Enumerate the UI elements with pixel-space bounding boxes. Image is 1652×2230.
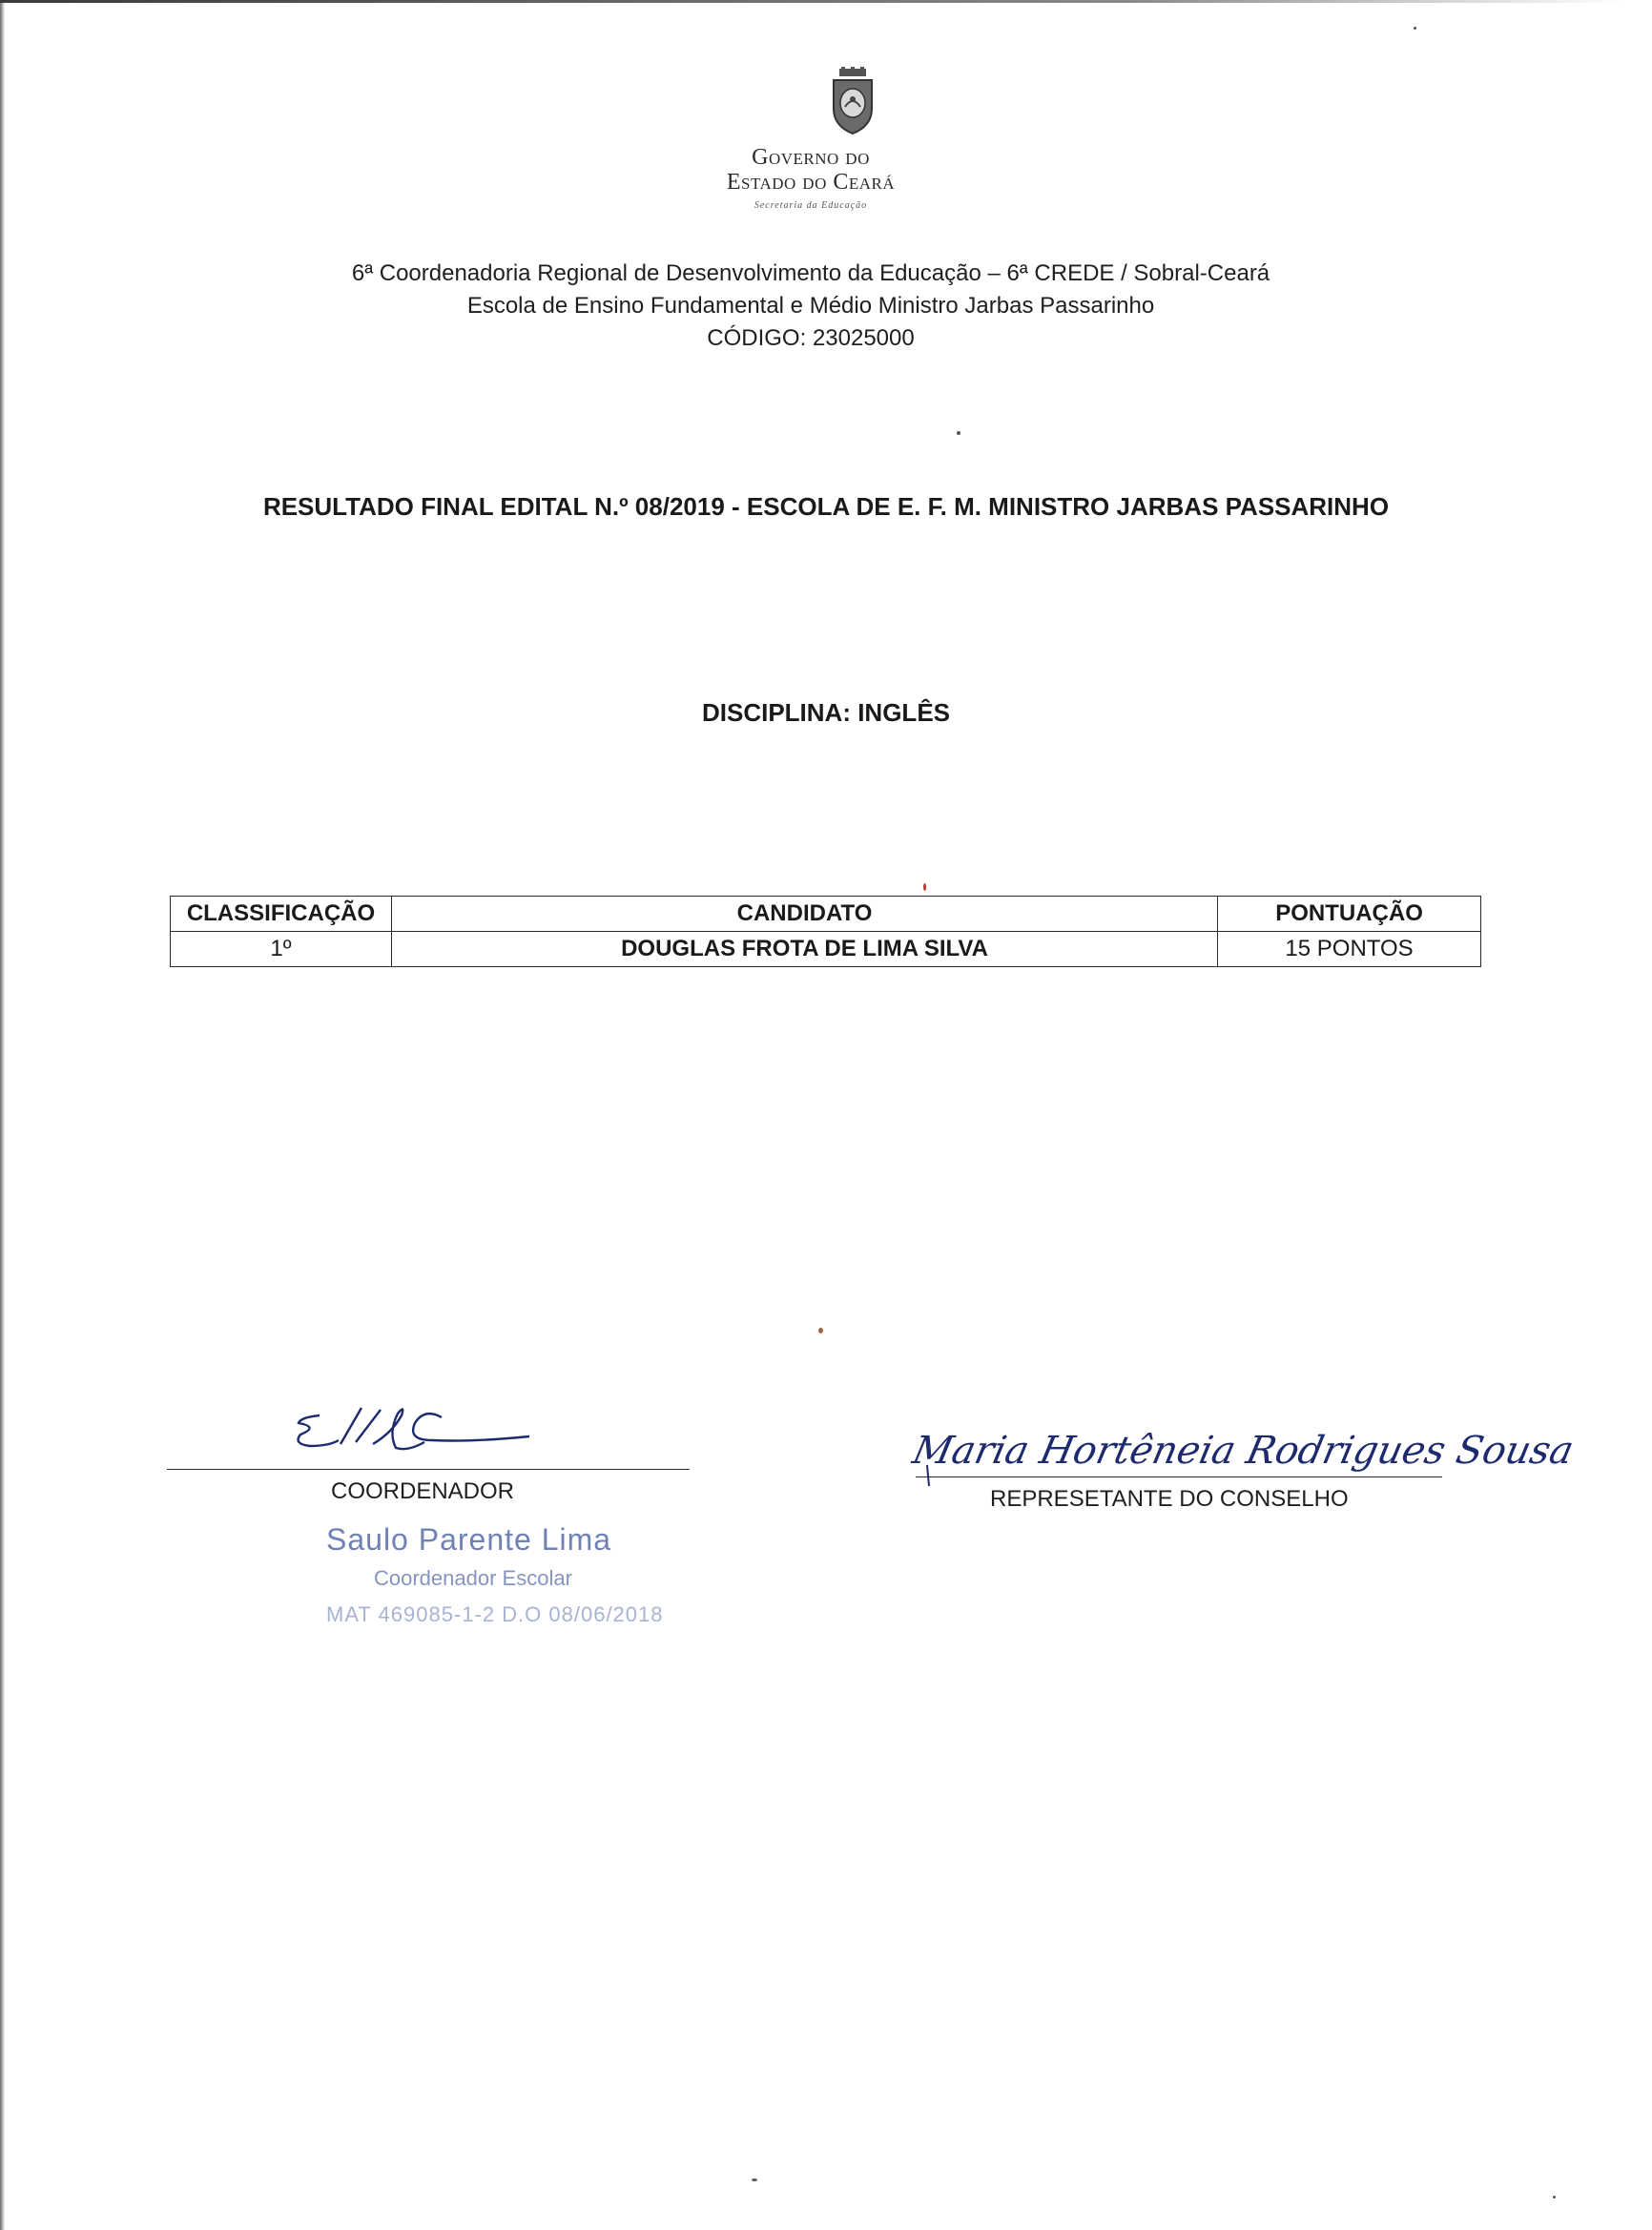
coat-of-arms-emblem bbox=[826, 67, 879, 135]
regional-coordination: 6ª Coordenadoria Regional de Desenvolvimento da Educação – 6ª CREDE / Sobral-Ceará bbox=[351, 260, 1270, 286]
table-row bbox=[171, 932, 1481, 967]
stamp-registration: MAT 469085-1-2 D.O 08/06/2018 bbox=[326, 1602, 664, 1626]
school-name: Escola de Ensino Fundamental e Médio Ministro Jarbas Passarinho bbox=[466, 293, 1155, 319]
council-representative-signature bbox=[908, 1414, 1579, 1490]
column-header-candidate: CANDIDATO bbox=[391, 897, 1217, 932]
scan-top-edge bbox=[0, 0, 1621, 3]
scan-speck bbox=[923, 883, 926, 891]
discipline-heading: DISCIPLINA: INGLÊS bbox=[701, 698, 950, 727]
results-table bbox=[170, 896, 1481, 967]
council-signature-line bbox=[916, 1476, 1442, 1477]
government-name-line2: Estado do Ceará bbox=[726, 170, 896, 195]
classification-cell: 1º bbox=[171, 932, 392, 967]
council-representative-signature-text: Maria Hortêneia Rodrigues Sousa bbox=[908, 1427, 1579, 1473]
results-header-row bbox=[171, 897, 1481, 932]
stamp-role: Coordenador Escolar bbox=[374, 1566, 572, 1590]
scan-speck bbox=[957, 431, 960, 435]
scan-speck bbox=[1553, 2196, 1556, 2199]
council-representative-label: REPRESETANTE DO CONSELHO bbox=[990, 1486, 1349, 1512]
government-name-line1: Governo do bbox=[752, 145, 870, 170]
column-header-score: PONTUAÇÃO bbox=[1218, 897, 1481, 932]
stamp-name: Saulo Parente Lima bbox=[326, 1522, 612, 1557]
candidate-cell: DOUGLAS FROTA DE LIMA SILVA bbox=[391, 932, 1217, 967]
document-title: RESULTADO FINAL EDITAL N.º 08/2019 - ESCOLA DE E. F. M. MINISTRO JARBAS PASSARINHO bbox=[262, 492, 1390, 521]
column-header-classification: CLASSIFICAÇÃO bbox=[171, 897, 392, 932]
school-code: CÓDIGO: 23025000 bbox=[707, 325, 915, 351]
scan-speck bbox=[1414, 27, 1416, 30]
coordinator-signature-line bbox=[167, 1469, 690, 1470]
secretariat-name: Secretaria da Educação bbox=[754, 200, 868, 211]
coordinator-signature bbox=[281, 1394, 539, 1466]
scan-speck bbox=[818, 1328, 823, 1333]
scan-speck bbox=[752, 2178, 757, 2181]
coordinator-label: COORDENADOR bbox=[331, 1478, 515, 1504]
score-cell: 15 PONTOS bbox=[1218, 932, 1481, 967]
